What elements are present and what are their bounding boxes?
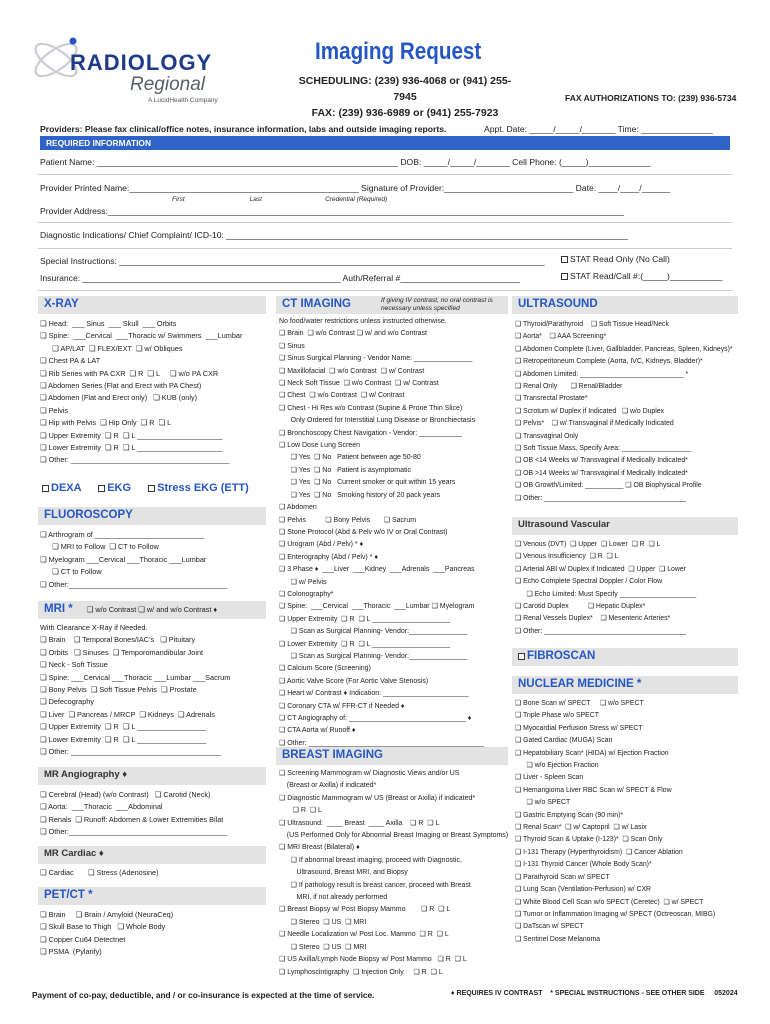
list-item[interactable]: ❑ Arthrogram of ___________________________ [40, 530, 205, 539]
list-item[interactable]: ❑ Cardiac ❑ Stress (Adenosine) [40, 868, 159, 877]
list-item[interactable]: ❑ Renal Vessels Duplex* ❑ Mesenteric Arteries* [515, 615, 671, 623]
list-item[interactable]: ❑ Tumor or Inflammation Imaging w/ SPECT (Octreoscan, MIBG) [515, 910, 716, 918]
list-item[interactable]: ❑ Other: _______________________________________ [40, 455, 230, 465]
list-item[interactable]: ❑ w/o Ejection Fraction [515, 762, 599, 770]
list-item[interactable]: ❑ Skull Base to Thigh ❑ Whole Body [40, 922, 166, 932]
list-item[interactable]: ❑ Sinus [279, 342, 305, 350]
mri-list [40, 622, 230, 758]
list-item[interactable]: ❑ AP/LAT ❑ FLEX/EXT ❑ w/ Obliques [40, 343, 183, 353]
list-item[interactable]: ❑ Venous (DVT) ❑ Upper ❑ Lower ❑ R ❑ L [515, 541, 661, 548]
list-item[interactable]: ❑ Gated Cardiac (MUGA) Scan [515, 737, 613, 745]
page-title: Imaging Request [315, 38, 482, 65]
list-item[interactable]: Only Ordered for Interstitial Lung Disease or Bronchiectasis [279, 417, 476, 425]
checkbox-icon[interactable] [518, 653, 525, 660]
dexa-option[interactable]: DEXA [51, 482, 82, 494]
list-item[interactable]: ❑ MRI to Follow ❑ CT to Follow [40, 542, 159, 552]
list-item[interactable]: ❑ MRI Breast (Bilateral) ♦ [279, 844, 360, 852]
ekg-option[interactable]: EKG [107, 482, 132, 494]
fluoroscopy-header: FLUOROSCOPY [38, 507, 266, 525]
list-item[interactable]: ❑ Sinus Surgical Planning - Vendor Name: _______________ [279, 355, 473, 363]
list-item[interactable]: ❑ Echo Limited: Must Specify ____________________ [515, 590, 697, 598]
provider-name-field[interactable]: Provider Printed Name:________________________________________________ Signature of Provider:___________________________ Date: ____/____/______ [40, 183, 671, 193]
ct-imaging-header: CT IMAGING [276, 296, 508, 314]
list-item[interactable]: ❑ Parathyroid Scan w/ SPECT [515, 873, 610, 881]
list-item[interactable]: ❑ Hip with Pelvis ❑ Hip Only ❑ R ❑ L [40, 418, 172, 428]
list-item[interactable]: With Clearance X-Ray if Needed. [40, 623, 148, 632]
list-item[interactable]: ❑ Chest PA & LAT [40, 356, 101, 366]
special-instructions-field[interactable]: Special Instructions: _________________________________________________________________________________________ [40, 256, 545, 266]
list-item[interactable]: ❑ Gastric Emptying Scan (90 min)* [515, 811, 624, 819]
appointment-field[interactable]: Appt. Date: _____/_____/_______ Time: _______________ [484, 124, 713, 134]
list-item[interactable]: ❑ Lower Extremity ❑ R ❑ L _____________________ [40, 443, 223, 453]
list-item[interactable]: ❑ R ❑ L [279, 807, 322, 815]
checkbox-icon[interactable] [561, 273, 568, 280]
list-item[interactable]: ❑ Hepatobiliary Scan* (HIDA) w/ Ejection Fraction [515, 749, 669, 757]
us-list [515, 319, 733, 505]
stat-read-only-label: STAT Read Only (No Call) [570, 254, 670, 264]
list-item[interactable]: ❑ OB >14 Weeks w/ Transvaginal if Medically Indicated* [515, 469, 688, 477]
legend-footer: ♦ REQUIRES IV CONTRAST * SPECIAL INSTRUCTIONS - SEE OTHER SIDE 052024 [451, 990, 738, 997]
list-item[interactable]: (Breast or Axilla) if indicated* [279, 782, 377, 790]
list-item[interactable]: ❑ Ultrasound: ____ Breast ____ Axilla ❑ R ❑ L [279, 819, 440, 827]
usv-list [515, 539, 696, 638]
list-item[interactable]: ❑ Abdomen Limited: ___________________________ * [515, 370, 689, 378]
breast-imaging-header: BREAST IMAGING [276, 747, 508, 765]
ct-note: If giving IV contrast, no oral contrast is necessary unless specified [381, 297, 493, 312]
fibroscan-header [512, 648, 738, 666]
list-item[interactable]: ❑ Thyroid Scan & Uptake (I-123)* ❑ Scan Only [515, 836, 663, 844]
list-item[interactable]: ❑ Bone Scan w/ SPECT ❑ w/o SPECT [515, 700, 644, 707]
list-item[interactable]: MRI, if not already performed [279, 894, 388, 902]
list-item[interactable]: ❑ Pelvis ❑ Bony Pelvis ❑ Sacrum [279, 516, 417, 524]
list-item[interactable]: ❑ Other:_______________________________________ [40, 827, 228, 837]
checkbox-icon[interactable] [98, 485, 105, 492]
nuc-list [515, 698, 715, 946]
list-item[interactable]: ❑ Echo Complete Spectral Doppler / Color Flow [515, 578, 663, 586]
list-item[interactable]: ❑ Transvaginal Only [515, 432, 579, 440]
list-item[interactable]: No food/water restrictions unless instructed otherwise. [279, 318, 447, 325]
list-item[interactable]: ❑ Other: _____________________________________ [40, 747, 222, 757]
list-item[interactable]: ❑ If abnormal breast imaging, proceed with Diagnostic, [279, 856, 462, 864]
checkbox-icon[interactable] [561, 256, 568, 263]
nuclear-medicine-header: NUCLEAR MEDICINE * [512, 676, 738, 694]
list-item[interactable]: ❑ Sentinel Dose Melanoma [515, 935, 601, 943]
list-item[interactable]: ❑ CT Angiography of: ______________________________ ♦ [279, 715, 472, 722]
list-item[interactable]: ❑ CTA Aorta w/ Runoff ♦ [279, 727, 356, 735]
provider-name-subtitles: First Last Credential (Required) [172, 196, 388, 203]
list-item[interactable]: ❑ Chest ❑ w/o Contrast ❑ w/ Contrast [279, 392, 405, 400]
list-item[interactable]: ❑ Bony Pelvis ❑ Soft Tissue Pelvis ❑ Prostate [40, 685, 197, 695]
scheduling-block [290, 73, 520, 121]
ct-list [279, 316, 484, 750]
scheduling-phone: SCHEDULING: (239) 936-4068 or (941) 255-7945 [298, 75, 512, 103]
pet-ct-header: PET/CT * [38, 887, 266, 905]
brand-sub: Regional [130, 74, 205, 95]
list-item[interactable]: ❑ Neck - Soft Tissue [40, 660, 108, 670]
list-item[interactable]: ❑ Rib Series with PA CXR ❑ R ❑ L ❑ w/o PA CXR [40, 368, 219, 378]
list-item[interactable]: ❑ Chest - Hi Res w/o Contrast (Supine & Prone Thin Slice) [279, 404, 463, 412]
list-item[interactable]: ❑ w/o SPECT [515, 799, 571, 807]
list-item[interactable]: ❑ Lung Scan (Ventilation-Perfusion) w/ CXR [515, 886, 652, 894]
stress-ekg-option[interactable]: Stress EKG (ETT) [157, 482, 249, 494]
list-item[interactable]: ❑ OB <14 Weeks w/ Transvaginal if Medically Indicated* [515, 457, 688, 465]
list-item[interactable]: ❑ Liver - Spleen Scan [515, 774, 584, 782]
mri-header [38, 601, 266, 619]
mr-cardiac-header: MR Cardiac ♦ [38, 846, 266, 864]
list-item[interactable]: ❑ Other: _____________________________________ [515, 627, 686, 635]
list-item[interactable]: ❑ Calcium Score (Screening) [279, 665, 371, 673]
list-item[interactable]: ❑ Needle Localization w/ Post Loc. Mammo ❑ R ❑ L [279, 931, 449, 939]
xray-header: X-RAY [38, 296, 266, 314]
stat-read-call-label: STAT Read/Call #:(_____)___________ [570, 271, 723, 281]
mrc-list [40, 867, 159, 879]
list-item[interactable]: ❑ Orbits ❑ Sinuses ❑ Temporomandibular Joint [40, 647, 204, 657]
list-item[interactable]: ❑ Renal Scan* ❑ w/ Captopril ❑ w/ Lasix [515, 824, 647, 832]
list-item[interactable]: ❑ Brain ❑ w/o Contrast ❑ w/ and w/o Contrast [279, 330, 427, 338]
list-item[interactable]: ❑ Enterography (Abd / Pelv) * ♦ [279, 553, 378, 561]
list-item[interactable]: ❑ Aorta: ___Thoracic ___Abdominal [40, 802, 163, 812]
list-item[interactable]: ❑ Pelvis* ❑ w/ Transvaginal if Medically Indicated [515, 420, 674, 428]
fax-number: FAX: (239) 936-6989 or (941) 255-7923 [311, 107, 499, 119]
list-item[interactable]: ❑ Upper Extremity ❑ R ❑ L _________________ [40, 722, 207, 732]
list-item[interactable]: ❑ Stereo ❑ US ❑ MRI [279, 918, 367, 926]
list-item[interactable]: ❑ Soft Tissue Mass, Specify Area: __________________ [515, 445, 691, 453]
list-item[interactable]: ❑ Copper Cu64 Detectnet [40, 934, 126, 944]
brand-name: RADIOLOGY [70, 50, 213, 75]
xray-list [40, 318, 242, 467]
list-item[interactable]: ❑ Upper Extremity ❑ R ❑ L _____________________ [40, 430, 223, 440]
list-item[interactable]: ❑ Triple Phase w/o SPECT [515, 712, 599, 720]
list-item[interactable]: ❑ Lower Extremity ❑ R ❑ L _________________ [40, 734, 207, 744]
list-item[interactable]: ❑ Myelogram ___Cervical ___Thoracic ___Lumbar [40, 554, 207, 564]
list-item[interactable]: ❑ DaTscan w/ SPECT [515, 923, 584, 931]
list-item[interactable]: ❑ Brain ❑ Temporal Bones/IAC's ❑ Pituitary [40, 635, 196, 645]
list-item[interactable]: ❑ Other: _____________________________________________ [279, 739, 484, 747]
list-item[interactable]: ❑ Yes ❑ No Current smoker or quit within 15 years [279, 479, 456, 487]
list-item[interactable]: ❑ Myocardial Perfusion Stress w/ SPECT [515, 724, 643, 732]
fax-authorizations: FAX AUTHORIZATIONS TO: (239) 936-5734 [565, 93, 737, 103]
list-item[interactable]: ❑ Abdomen Complete (Liver, Gallbladder, Pancreas, Spleen, Kidneys)* [515, 345, 733, 353]
list-item[interactable]: ❑ Aortic Valve Score (For Aortic Valve Stenosis) [279, 677, 429, 685]
list-item[interactable]: ❑ Lower Extremity ❑ R ❑ L ____________________ [279, 640, 451, 648]
list-item[interactable]: ❑ Low Dose Lung Screen [279, 442, 360, 450]
list-item[interactable]: ❑ Head: ___ Sinus ___ Skull ___ Orbits [40, 319, 177, 328]
payment-footer: Payment of co-pay, deductible, and / or co-insurance is expected at the time of service. [32, 990, 375, 1000]
list-item[interactable]: ❑ Scan as Surgical Planning- Vendor:_______________ [279, 628, 468, 636]
patient-name-field[interactable]: Patient Name: _______________________________________________________________ DOB: _____/_____/_______ Cell Phone: (_____)_____________ [40, 157, 651, 167]
stat-read-only-option[interactable] [561, 254, 670, 264]
brand-tag: A LucidHealth Company [148, 97, 218, 104]
list-item[interactable]: ❑ Arterial ABI w/ Duplex if Indicated ❑ Upper ❑ Lower [515, 565, 686, 573]
list-item[interactable]: ❑ Carotid Duplex ❑ Hepatic Duplex* [515, 603, 646, 611]
list-item[interactable]: Ultrasound, Breast MRI, and Biopsy [279, 869, 408, 877]
provider-address-field[interactable]: Provider Address:____________________________________________________________________________________________________________ [40, 206, 625, 216]
list-item[interactable]: ❑ Hemangioma Liver RBC Scan w/ SPECT & Flow [515, 786, 672, 794]
list-item[interactable]: ❑ PSMA (Pylarify) [40, 947, 102, 957]
list-item[interactable]: ❑ Heart w/ Contrast ♦ Indication: ______________________ [279, 690, 469, 698]
list-item[interactable]: ❑ Breast Biopsy w/ Post Biopsy Mammo ❑ R ❑ L [279, 906, 451, 914]
fluoro-list [40, 529, 227, 591]
list-item[interactable]: ❑ Brain ❑ Brain / Amyloid (NeuraCeq) [40, 910, 174, 919]
ultrasound-header: ULTRASOUND [512, 296, 738, 314]
breast-list [279, 768, 508, 979]
list-item[interactable]: ❑ Spine: ___Cervical ___Thoracic ___Lumbar ❑ Myelogram [279, 603, 475, 611]
list-item[interactable]: ❑ Colonography* [279, 590, 334, 598]
required-info-header: REQUIRED INFORMATION [40, 136, 730, 150]
list-item[interactable]: ❑ Yes ❑ No Smoking history of 20 pack years [279, 491, 441, 499]
list-item[interactable]: ❑ Spine: ___Cervical ___Thoracic ___Lumbar ___Sacrum [40, 672, 231, 682]
list-item[interactable]: ❑ Retroperitoneum Complete (Aorta, IVC, Kidneys, Bladder)* [515, 358, 703, 366]
list-item[interactable]: ❑ Other:_______________________________________ [40, 579, 228, 589]
list-item[interactable]: ❑ Renal Only ❑ Renal/Bladder [515, 383, 623, 391]
list-item[interactable]: ❑ Urogram (Abd / Pelv) * ♦ [279, 541, 364, 549]
list-item[interactable]: ❑ Venous Insufficiency ❑ R ❑ L [515, 553, 619, 561]
list-item[interactable]: ❑ w/ Pelvis [279, 578, 327, 586]
dexa-ekg-stress-row [42, 482, 249, 494]
mra-list [40, 789, 227, 839]
list-item[interactable]: ❑ Abdomen [279, 504, 317, 512]
list-item[interactable]: ❑ Maxillofacial ❑ w/o Contrast ❑ w/ Contrast [279, 367, 425, 375]
list-item[interactable]: (US Performed Only for Abnormal Breast Imaging or Breast Symptoms) [279, 832, 509, 840]
list-item[interactable]: ❑ Liver ❑ Pancreas / MRCP ❑ Kidneys ❑ Adrenals [40, 709, 215, 719]
list-item[interactable]: ❑ Abdomen (Flat and Erect only) ❑ KUB (only) [40, 393, 198, 403]
insurance-field[interactable]: Insurance: ______________________________________________________ Auth/Referral #_________________________ [40, 273, 520, 283]
mr-angiography-header: MR Angiography ♦ [38, 767, 266, 785]
list-item[interactable]: ❑ White Blood Cell Scan w/o SPECT (Ceretec) ❑ w/ SPECT [515, 898, 704, 906]
list-item[interactable]: ❑ If pathology result is breast cancer, proceed with Breast [279, 881, 471, 889]
list-item[interactable]: ❑ I-131 Thyroid Cancer (Whole Body Scan)* [515, 861, 652, 869]
checkbox-icon[interactable] [148, 485, 155, 492]
list-item[interactable]: ❑ Screening Mammogram w/ Diagnostic Views and/or US [279, 770, 460, 777]
diagnosis-field[interactable]: Diagnostic Indications/ Chief Complaint/ ICD-10: ____________________________________________________________________________________ [40, 230, 628, 240]
list-item[interactable]: ❑ Diagnostic Mammogram w/ US (Breast or Axilla) if indicated* [279, 794, 476, 802]
checkbox-icon[interactable] [42, 485, 49, 492]
stat-read-call-option[interactable] [561, 271, 722, 281]
mri-title: MRI * [44, 603, 73, 615]
list-item[interactable]: ❑ Upper Extremity ❑ R ❑ L ____________________ [279, 615, 451, 623]
list-item[interactable]: ❑ Yes ❑ No Patient is asymptomatic [279, 466, 411, 474]
list-item[interactable]: ❑ Coronary CTA w/ FFR-CT if Needed ♦ [279, 702, 405, 710]
list-item[interactable]: ❑ CT to Follow [40, 567, 102, 577]
list-item[interactable]: ❑ Pelvis [40, 405, 69, 415]
list-item[interactable]: ❑ Lymphoscintigraphy ❑ Injection Only ❑ R ❑ L [279, 968, 443, 976]
pet-list [40, 909, 173, 959]
list-item[interactable]: ❑ Stereo ❑ US ❑ MRI [279, 943, 367, 951]
list-item[interactable]: ❑ Defecography [40, 697, 94, 707]
list-item[interactable]: ❑ Other: _____________________________________ [515, 494, 686, 502]
list-item[interactable]: ❑ Thyroid/Parathyroid ❑ Soft Tissue Head/Neck [515, 321, 669, 328]
list-item[interactable]: ❑ Transrectal Prostate* [515, 395, 588, 403]
list-item[interactable]: ❑ Abdomen Series (Flat and Erect with PA Chest) [40, 381, 202, 391]
list-item[interactable]: ❑ US Axilla/Lymph Node Biopsy w/ Post Mammo ❑ R ❑ L [279, 956, 467, 964]
providers-note: Providers: Please fax clinical/office notes, insurance information, labs and outside imaging reports. [40, 124, 447, 134]
list-item[interactable]: ❑ Stone Protocol (Abd & Pelv w/o IV or Oral Contrast) [279, 528, 448, 536]
list-item[interactable]: ❑ OB Growth/Limited: __________ ❑ OB Biophysical Profile [515, 482, 702, 490]
ultrasound-vascular-header: Ultrasound Vascular [512, 517, 738, 535]
mri-contrast-options[interactable]: ❑ w/o Contrast ❑ w/ and w/o Contrast ♦ [86, 605, 218, 614]
list-item[interactable]: ❑ Renals ❑ Runoff: Abdomen & Lower Extremities Bilat [40, 814, 224, 824]
list-item[interactable]: ❑ I-131 Therapy (Hyperthyroidism) ❑ Cancer Ablation [515, 848, 683, 856]
list-item[interactable]: ❑ 3 Phase ♦ ___Liver ___Kidney ___Adrenals ___Pancreas [279, 566, 475, 574]
list-item[interactable]: ❑ Spine: ___Cervical ___Thoracic w/ Swimmers ___Lumbar [40, 331, 243, 341]
list-item[interactable]: ❑ Neck Soft Tissue ❑ w/o Contrast ❑ w/ Contrast [279, 380, 439, 388]
list-item[interactable]: ❑ Yes ❑ No Patient between age 50-80 [279, 454, 421, 462]
list-item[interactable]: ❑ Aorta* ❑ AAA Screening* [515, 333, 607, 341]
list-item[interactable]: ❑ Cerebral (Head) (w/o Contrast) ❑ Carotid (Neck) [40, 790, 211, 799]
fibroscan-option[interactable]: FIBROSCAN [527, 650, 596, 662]
list-item[interactable]: ❑ Scan as Surgical Planning- Vendor:_______________ [279, 652, 468, 660]
list-item[interactable]: ❑ Scrotum w/ Duplex if Indicated ❑ w/o Duplex [515, 407, 665, 415]
list-item[interactable]: ❑ Bronchoscopy Chest Navigation - Vendor: ___________ [279, 429, 462, 437]
